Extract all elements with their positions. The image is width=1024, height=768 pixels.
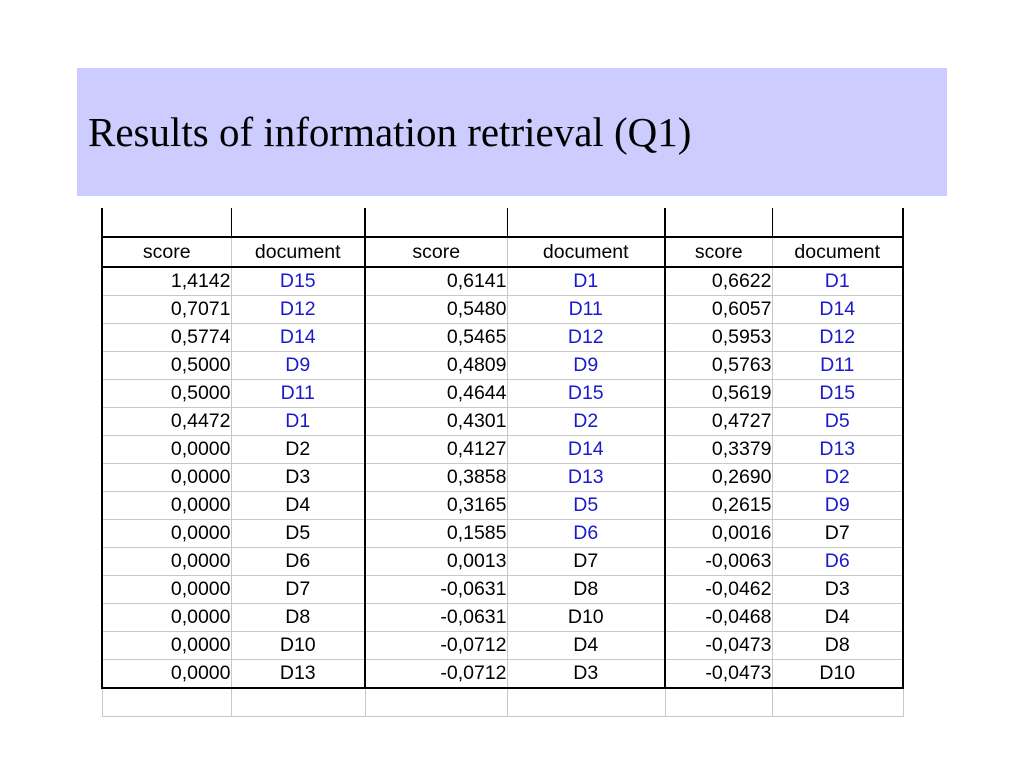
score-1-cell: 0,0000 [102, 464, 231, 492]
score-1-cell: 0,0000 [102, 520, 231, 548]
score-2-cell: 0,6141 [365, 267, 507, 296]
empty-row [102, 688, 903, 716]
empty-cell [365, 208, 507, 237]
page-title: Results of information retrieval (Q1) [88, 109, 692, 155]
document-3-cell: D5 [772, 408, 903, 436]
score-2-cell: -0,0631 [365, 604, 507, 632]
document-3-cell: D10 [772, 660, 903, 689]
score-2-cell: 0,3165 [365, 492, 507, 520]
document-3-cell: D12 [772, 324, 903, 352]
document-2-cell: D2 [507, 408, 665, 436]
document-1-cell: D5 [231, 520, 365, 548]
document-1-cell: D11 [231, 380, 365, 408]
score-2-cell: 0,5465 [365, 324, 507, 352]
score-1-cell: 0,0000 [102, 576, 231, 604]
table-row [102, 267, 903, 296]
results-table [101, 208, 904, 717]
score-2-cell: -0,0631 [365, 576, 507, 604]
score-2-cell: 0,4127 [365, 436, 507, 464]
document-1-cell: D14 [231, 324, 365, 352]
score-3-cell: 0,6622 [665, 267, 772, 296]
score-1-cell: 0,0000 [102, 604, 231, 632]
score-3-cell: 0,2615 [665, 492, 772, 520]
score-2-cell: -0,0712 [365, 632, 507, 660]
score-3-cell: 0,2690 [665, 464, 772, 492]
table-row [102, 352, 903, 380]
score-1-cell: 0,0000 [102, 436, 231, 464]
header-score-2: score [365, 237, 507, 267]
document-2-cell: D12 [507, 324, 665, 352]
score-2-cell: 0,4301 [365, 408, 507, 436]
score-3-cell: 0,5619 [665, 380, 772, 408]
table-row [102, 464, 903, 492]
document-2-cell: D10 [507, 604, 665, 632]
results-table-body [102, 208, 903, 716]
table-row [102, 380, 903, 408]
table-row [102, 576, 903, 604]
title-banner [77, 68, 947, 196]
document-2-cell: D9 [507, 352, 665, 380]
header-score-3: score [665, 237, 772, 267]
empty-cell [231, 688, 365, 716]
empty-cell [507, 688, 665, 716]
score-2-cell: -0,0712 [365, 660, 507, 689]
document-2-cell: D13 [507, 464, 665, 492]
table-row [102, 324, 903, 352]
document-3-cell: D15 [772, 380, 903, 408]
score-3-cell: 0,3379 [665, 436, 772, 464]
score-3-cell: -0,0462 [665, 576, 772, 604]
document-2-cell: D7 [507, 548, 665, 576]
score-3-cell: 0,5763 [665, 352, 772, 380]
document-2-cell: D4 [507, 632, 665, 660]
document-1-cell: D1 [231, 408, 365, 436]
table-row [102, 492, 903, 520]
empty-cell [665, 208, 772, 237]
score-1-cell: 0,0000 [102, 492, 231, 520]
table-row [102, 436, 903, 464]
empty-cell [772, 208, 903, 237]
header-document-2: document [507, 237, 665, 267]
empty-cell [772, 688, 903, 716]
score-1-cell: 1,4142 [102, 267, 231, 296]
document-1-cell: D6 [231, 548, 365, 576]
document-1-cell: D7 [231, 576, 365, 604]
document-3-cell: D3 [772, 576, 903, 604]
group-row [102, 208, 903, 237]
document-3-cell: D7 [772, 520, 903, 548]
document-2-cell: D5 [507, 492, 665, 520]
score-3-cell: 0,0016 [665, 520, 772, 548]
score-3-cell: -0,0473 [665, 632, 772, 660]
document-1-cell: D10 [231, 632, 365, 660]
document-1-cell: D15 [231, 267, 365, 296]
score-1-cell: 0,5000 [102, 380, 231, 408]
document-1-cell: D13 [231, 660, 365, 689]
score-2-cell: 0,4644 [365, 380, 507, 408]
score-3-cell: -0,0473 [665, 660, 772, 689]
header-document-1: document [231, 237, 365, 267]
table-row [102, 604, 903, 632]
document-2-cell: D6 [507, 520, 665, 548]
score-3-cell: 0,5953 [665, 324, 772, 352]
score-1-cell: 0,5000 [102, 352, 231, 380]
document-1-cell: D9 [231, 352, 365, 380]
document-3-cell: D14 [772, 296, 903, 324]
document-1-cell: D8 [231, 604, 365, 632]
document-3-cell: D4 [772, 604, 903, 632]
document-2-cell: D14 [507, 436, 665, 464]
header-row [102, 237, 903, 267]
table-row [102, 296, 903, 324]
document-2-cell: D11 [507, 296, 665, 324]
score-1-cell: 0,7071 [102, 296, 231, 324]
document-2-cell: D1 [507, 267, 665, 296]
score-1-cell: 0,4472 [102, 408, 231, 436]
score-3-cell: 0,4727 [665, 408, 772, 436]
empty-cell [231, 208, 365, 237]
score-3-cell: 0,6057 [665, 296, 772, 324]
score-3-cell: -0,0468 [665, 604, 772, 632]
document-1-cell: D12 [231, 296, 365, 324]
score-2-cell: 0,4809 [365, 352, 507, 380]
header-score-1: score [102, 237, 231, 267]
document-3-cell: D2 [772, 464, 903, 492]
table-row [102, 548, 903, 576]
document-2-cell: D3 [507, 660, 665, 689]
document-3-cell: D11 [772, 352, 903, 380]
document-3-cell: D9 [772, 492, 903, 520]
score-2-cell: 0,5480 [365, 296, 507, 324]
empty-cell [102, 688, 231, 716]
empty-cell [507, 208, 665, 237]
score-3-cell: -0,0063 [665, 548, 772, 576]
document-3-cell: D8 [772, 632, 903, 660]
header-document-3: document [772, 237, 903, 267]
document-3-cell: D13 [772, 436, 903, 464]
score-1-cell: 0,0000 [102, 660, 231, 689]
document-2-cell: D15 [507, 380, 665, 408]
score-2-cell: 0,1585 [365, 520, 507, 548]
table-row [102, 408, 903, 436]
score-2-cell: 0,3858 [365, 464, 507, 492]
document-1-cell: D2 [231, 436, 365, 464]
empty-cell [102, 208, 231, 237]
empty-cell [365, 688, 507, 716]
score-1-cell: 0,5774 [102, 324, 231, 352]
score-1-cell: 0,0000 [102, 632, 231, 660]
document-3-cell: D6 [772, 548, 903, 576]
document-2-cell: D8 [507, 576, 665, 604]
table-row [102, 520, 903, 548]
table-row [102, 632, 903, 660]
document-1-cell: D3 [231, 464, 365, 492]
score-1-cell: 0,0000 [102, 548, 231, 576]
empty-cell [665, 688, 772, 716]
document-3-cell: D1 [772, 267, 903, 296]
table-row [102, 660, 903, 689]
score-2-cell: 0,0013 [365, 548, 507, 576]
document-1-cell: D4 [231, 492, 365, 520]
